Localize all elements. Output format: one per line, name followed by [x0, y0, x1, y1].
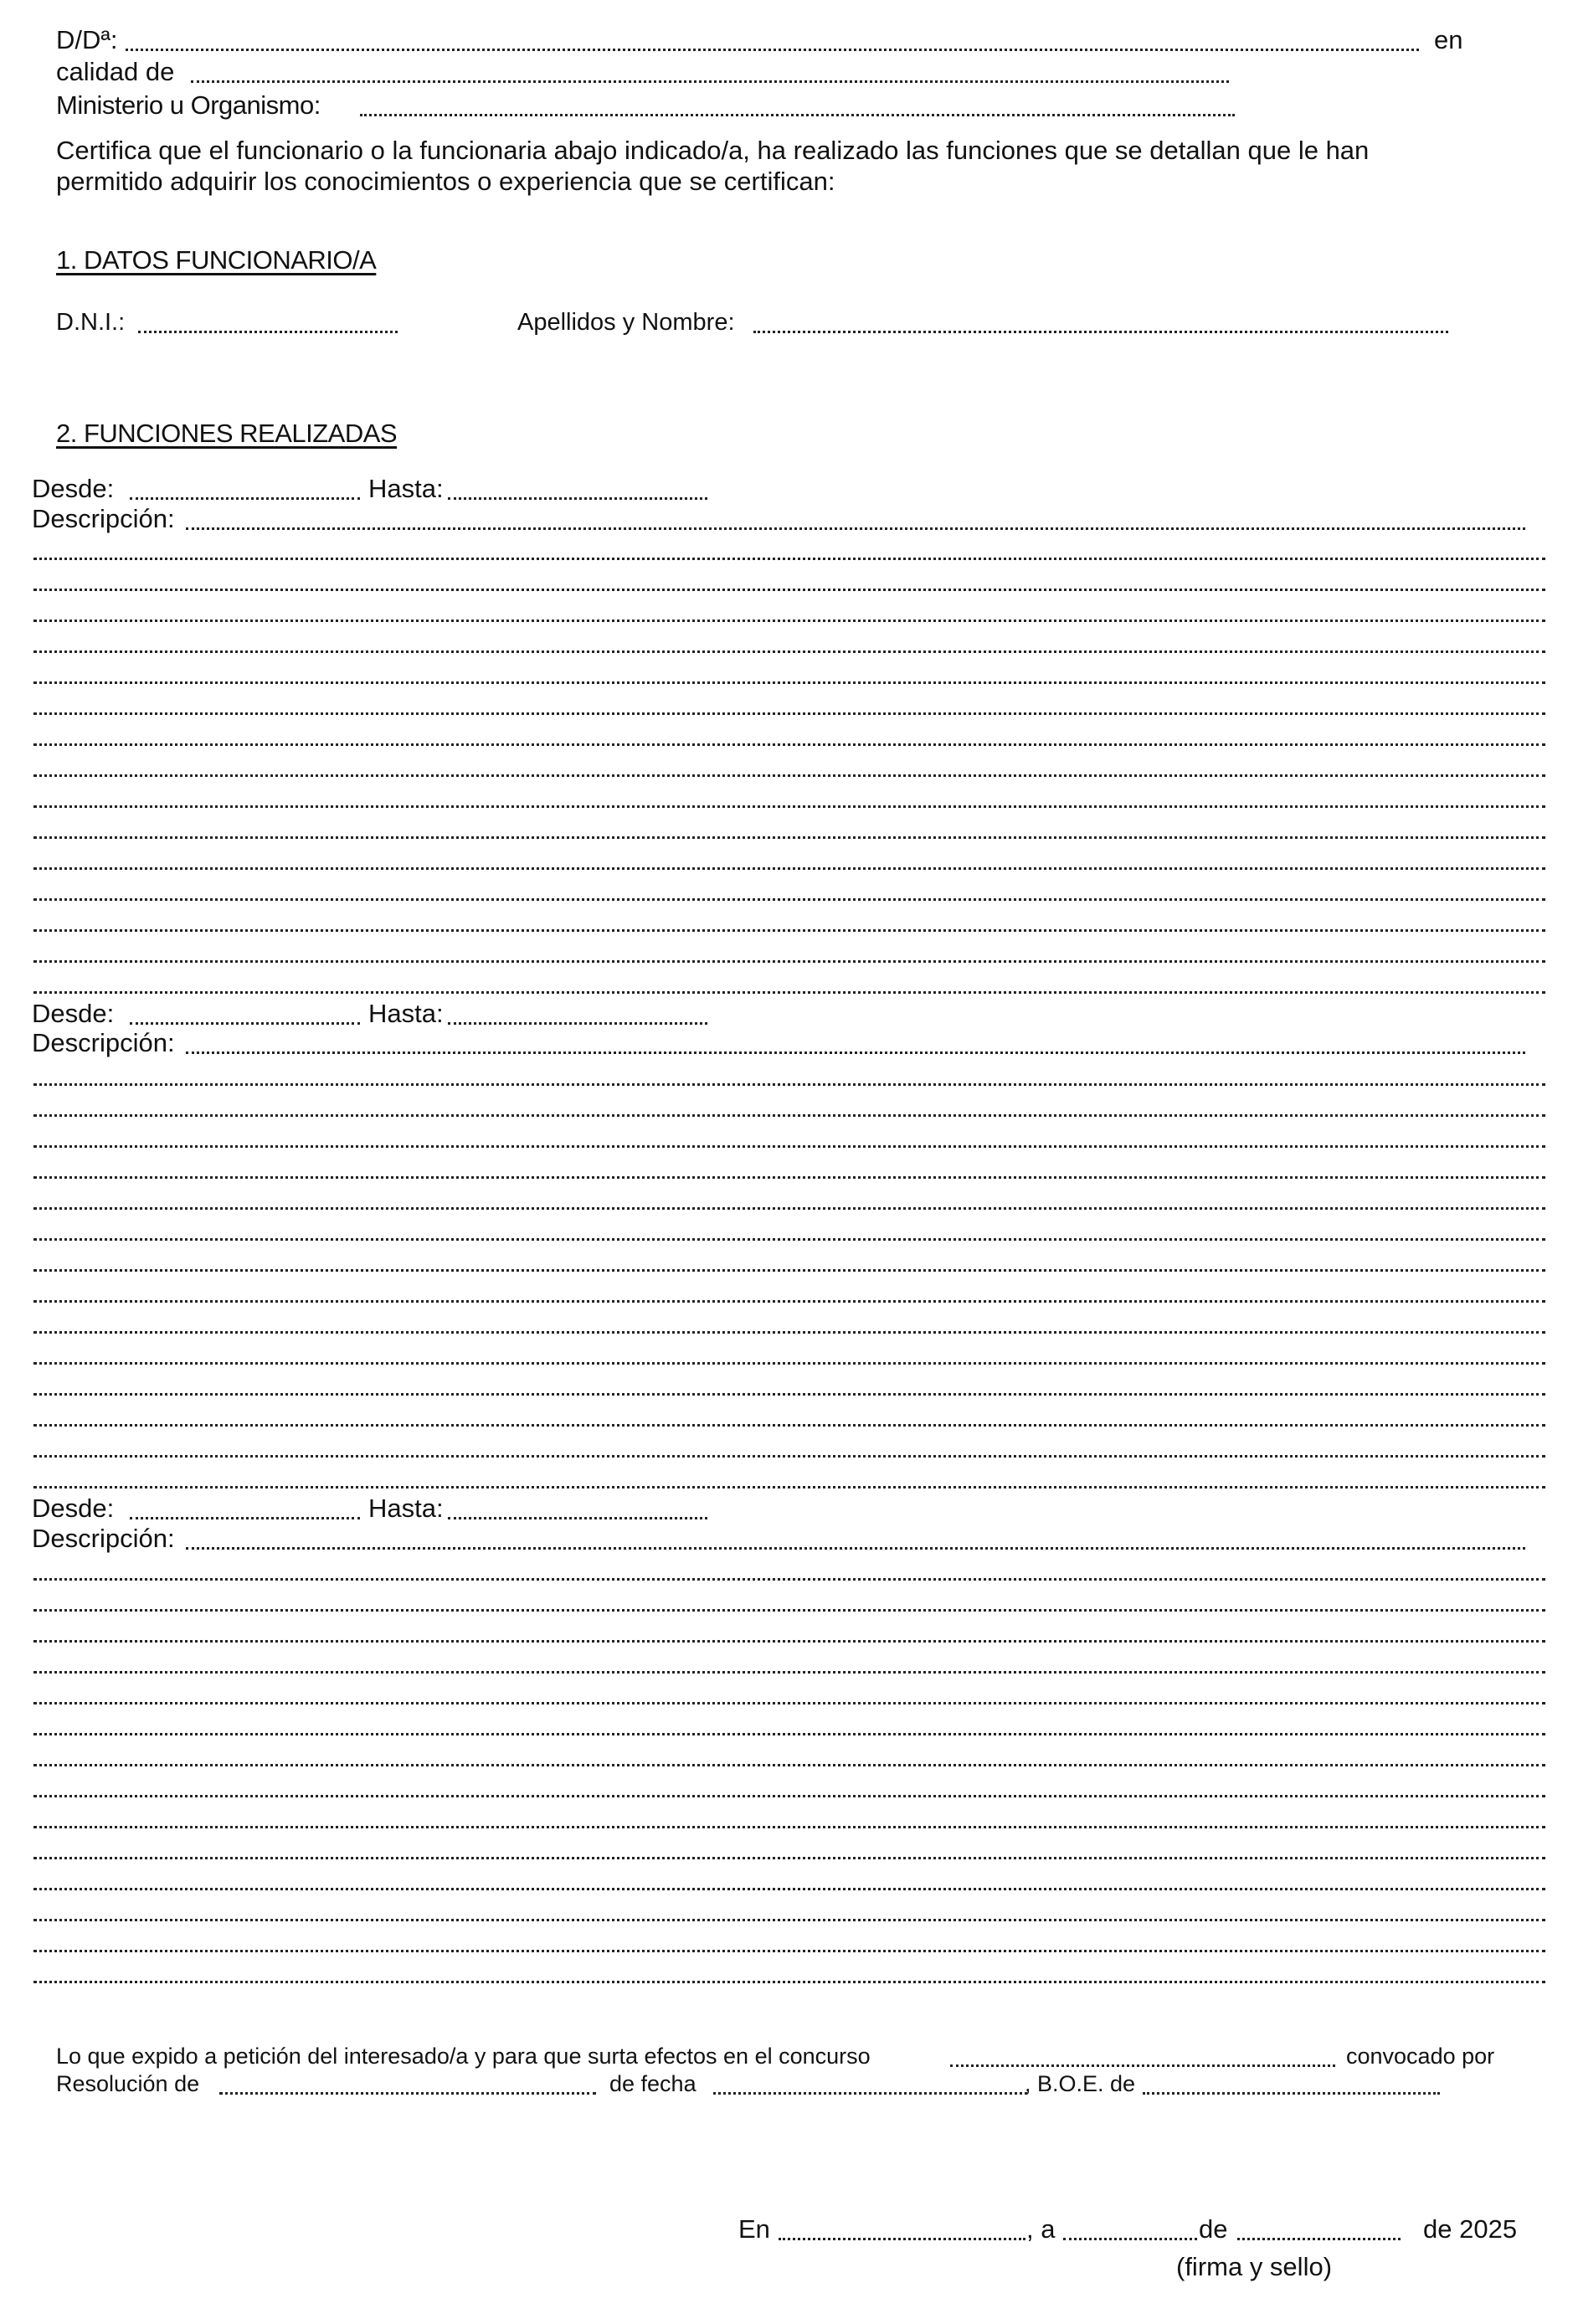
description-line[interactable]: [33, 1083, 1545, 1086]
dni-field[interactable]: [138, 331, 398, 333]
hasta-field[interactable]: [448, 497, 707, 500]
lugar-field[interactable]: [779, 2238, 1025, 2240]
descripcion-field[interactable]: [186, 527, 1525, 530]
description-line[interactable]: [33, 743, 1545, 746]
hasta-label: Hasta:: [368, 999, 444, 1028]
description-line[interactable]: [33, 867, 1545, 870]
description-line[interactable]: [33, 836, 1545, 839]
dni-label: D.N.I.:: [56, 309, 126, 336]
resolucion-field[interactable]: [219, 2092, 596, 2095]
intro-line-2: permitido adquirir los conocimientos o experiencia que se certifican:: [56, 167, 835, 196]
description-line[interactable]: [33, 1176, 1545, 1179]
descripcion-field[interactable]: [186, 1051, 1525, 1054]
description-line[interactable]: [33, 1919, 1545, 1921]
en-label: En: [738, 2214, 770, 2244]
description-line[interactable]: [33, 558, 1545, 560]
section-2-title: 2. FUNCIONES REALIZADAS: [56, 419, 398, 448]
description-line[interactable]: [33, 1857, 1545, 1859]
dd-suffix: en: [1434, 25, 1463, 54]
description-line[interactable]: [33, 1424, 1545, 1427]
description-line[interactable]: [33, 1486, 1545, 1488]
hasta-label: Hasta:: [368, 474, 444, 503]
description-line[interactable]: [33, 589, 1545, 591]
description-line[interactable]: [33, 1578, 1545, 1581]
hasta-label: Hasta:: [368, 1494, 444, 1523]
description-line[interactable]: [33, 805, 1545, 808]
description-line[interactable]: [33, 1640, 1545, 1643]
description-line[interactable]: [33, 1888, 1545, 1890]
calidad-field[interactable]: [191, 80, 1229, 83]
description-line[interactable]: [33, 1826, 1545, 1828]
description-line[interactable]: [33, 1950, 1545, 1952]
section-1-title: 1. DATOS FUNCIONARIO/A: [56, 245, 377, 275]
de-label: de: [1199, 2214, 1228, 2244]
convocado-text: convocado por: [1346, 2044, 1495, 2069]
descripcion-field[interactable]: [186, 1547, 1525, 1550]
description-line[interactable]: [33, 1764, 1545, 1766]
description-line[interactable]: [33, 1795, 1545, 1797]
description-line[interactable]: [33, 960, 1545, 963]
description-line[interactable]: [33, 1609, 1545, 1612]
description-line[interactable]: [33, 1331, 1545, 1334]
description-line[interactable]: [33, 1269, 1545, 1272]
description-line[interactable]: [33, 1671, 1545, 1674]
year-label: de 2025: [1423, 2214, 1518, 2244]
ministerio-label: Ministerio u Organismo:: [56, 90, 321, 120]
description-line[interactable]: [33, 1207, 1545, 1210]
dd-label: D/Dª:: [56, 25, 118, 54]
descripcion-label: Descripción:: [32, 1524, 175, 1553]
description-line[interactable]: [33, 1362, 1545, 1365]
fecha-label: de fecha: [609, 2071, 696, 2096]
fecha-field[interactable]: [713, 2092, 1027, 2095]
calidad-label: calidad de: [56, 57, 175, 86]
hasta-field[interactable]: [448, 1022, 707, 1025]
desde-label: Desde:: [32, 999, 115, 1028]
description-line[interactable]: [33, 898, 1545, 901]
descripcion-label: Descripción:: [32, 1028, 175, 1057]
description-line[interactable]: [33, 650, 1545, 653]
description-line[interactable]: [33, 1238, 1545, 1241]
description-line[interactable]: [33, 929, 1545, 932]
desde-field[interactable]: [130, 1517, 360, 1519]
ministerio-field[interactable]: [360, 114, 1235, 116]
resolucion-label: Resolución de: [56, 2071, 200, 2096]
concurso-field[interactable]: [950, 2064, 1335, 2067]
description-line[interactable]: [33, 712, 1545, 715]
description-line[interactable]: [33, 681, 1545, 684]
desde-label: Desde:: [32, 474, 115, 503]
description-line[interactable]: [33, 1702, 1545, 1704]
boe-label: , B.O.E. de: [1025, 2071, 1136, 2096]
description-line[interactable]: [33, 1393, 1545, 1396]
nombre-field[interactable]: [753, 331, 1448, 333]
mes-field[interactable]: [1237, 2238, 1401, 2240]
description-line[interactable]: [33, 1981, 1545, 1983]
dd-name-field[interactable]: [126, 49, 1419, 51]
description-line[interactable]: [33, 1733, 1545, 1735]
firma-label: (firma y sello): [1176, 2252, 1333, 2281]
boe-field[interactable]: [1143, 2092, 1440, 2095]
desde-label: Desde:: [32, 1494, 115, 1523]
nombre-label: Apellidos y Nombre:: [517, 309, 735, 336]
desde-field[interactable]: [130, 1022, 360, 1025]
description-line[interactable]: [33, 991, 1545, 994]
description-line[interactable]: [33, 620, 1545, 622]
description-line[interactable]: [33, 1300, 1545, 1303]
hasta-field[interactable]: [448, 1517, 707, 1519]
description-line[interactable]: [33, 1114, 1545, 1117]
dia-field[interactable]: [1063, 2238, 1197, 2240]
a-label: , a: [1026, 2214, 1056, 2244]
expido-text: Lo que expido a petición del interesado/a y para que surta efectos en el concurso: [56, 2044, 871, 2069]
description-line[interactable]: [33, 1145, 1545, 1148]
desde-field[interactable]: [130, 497, 360, 500]
descripcion-label: Descripción:: [32, 504, 175, 533]
description-line[interactable]: [33, 1455, 1545, 1458]
intro-line-1: Certifica que el funcionario o la funcionaria abajo indicado/a, ha realizado las funciones que se detallan que le han: [56, 136, 1370, 165]
description-line[interactable]: [33, 774, 1545, 777]
